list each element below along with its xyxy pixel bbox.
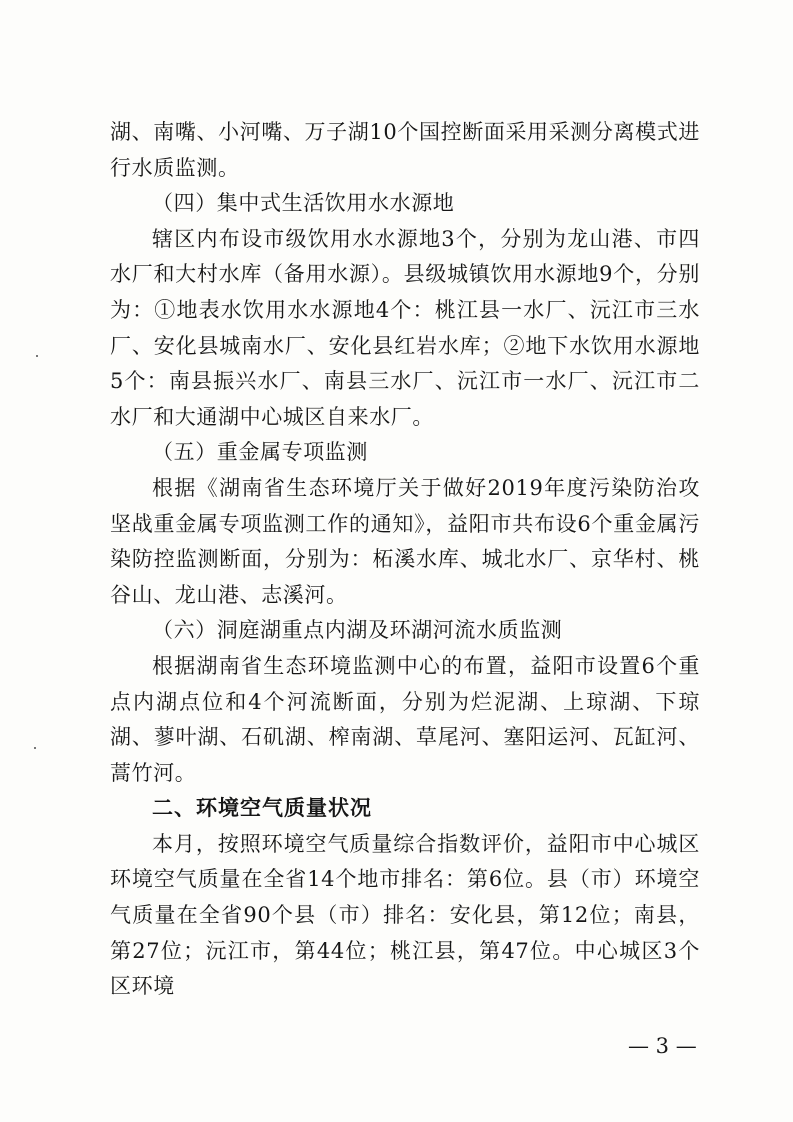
section-heading-heavy-metal-monitoring: （五）重金属专项监测	[152, 440, 368, 465]
paragraph-heavy-metal-monitoring: 根据《湖南省生态环境厅关于做好2019年度污染防治攻坚战重金属专项监测工作的通知》，益阳市共布设6个重金属污染防控监测断面，分别为：柘溪水库、城北水厂、京华村、桃谷山、龙山港、志溪河。	[110, 475, 700, 607]
scan-speck	[34, 747, 36, 749]
paragraph-dongting-lake-monitoring: 根据湖南省生态环境监测中心的布置，益阳市设置6个重点内湖点位和4个河流断面，分别为烂泥湖、上琼湖、下琼湖、蓼叶湖、石矶湖、榨南湖、草尾河、塞阳运河、瓦缸河、蒿竹河。	[110, 653, 700, 785]
scan-speck	[36, 355, 38, 357]
section-heading-dongting-lake-monitoring: （六）洞庭湖重点内湖及环湖河流水质监测	[152, 618, 563, 643]
section-heading-air-quality: 二、环境空气质量状况	[152, 796, 372, 821]
paragraph-continued-monitoring: 湖、南嘴、小河嘴、万子湖10个国控断面采用采测分离模式进行水质监测。	[110, 120, 700, 180]
section-heading-drinking-water-sources: （四）集中式生活饮用水水源地	[152, 191, 455, 216]
paragraph-drinking-water-sources: 辖区内布设市级饮用水水源地3个，分别为龙山港、市四水厂和大村水库（备用水源）。县级城镇饮用水源地9个，分别为：①地表水饮用水水源地4个：桃江县一水厂、沅江市三水厂、安化县城南水厂、安化县红岩水库；②地下水饮用水源地5个：南县振兴水厂、南县三水厂、沅江市一水厂、沅江市二水厂和大通湖中心城区自来水厂。	[110, 226, 700, 429]
document-body	[110, 115, 700, 1005]
paragraph-air-quality: 本月，按照环境空气质量综合指数评价，益阳市中心城区环境空气质量在全省14个地市排名：第6位。县（市）环境空气质量在全省90个县（市）排名：安化县，第12位；南县，第27位；沅江市，第44位；桃江县，第47位。中心城区3个区环境	[110, 831, 700, 999]
page-number: — 3 —	[628, 1034, 697, 1058]
